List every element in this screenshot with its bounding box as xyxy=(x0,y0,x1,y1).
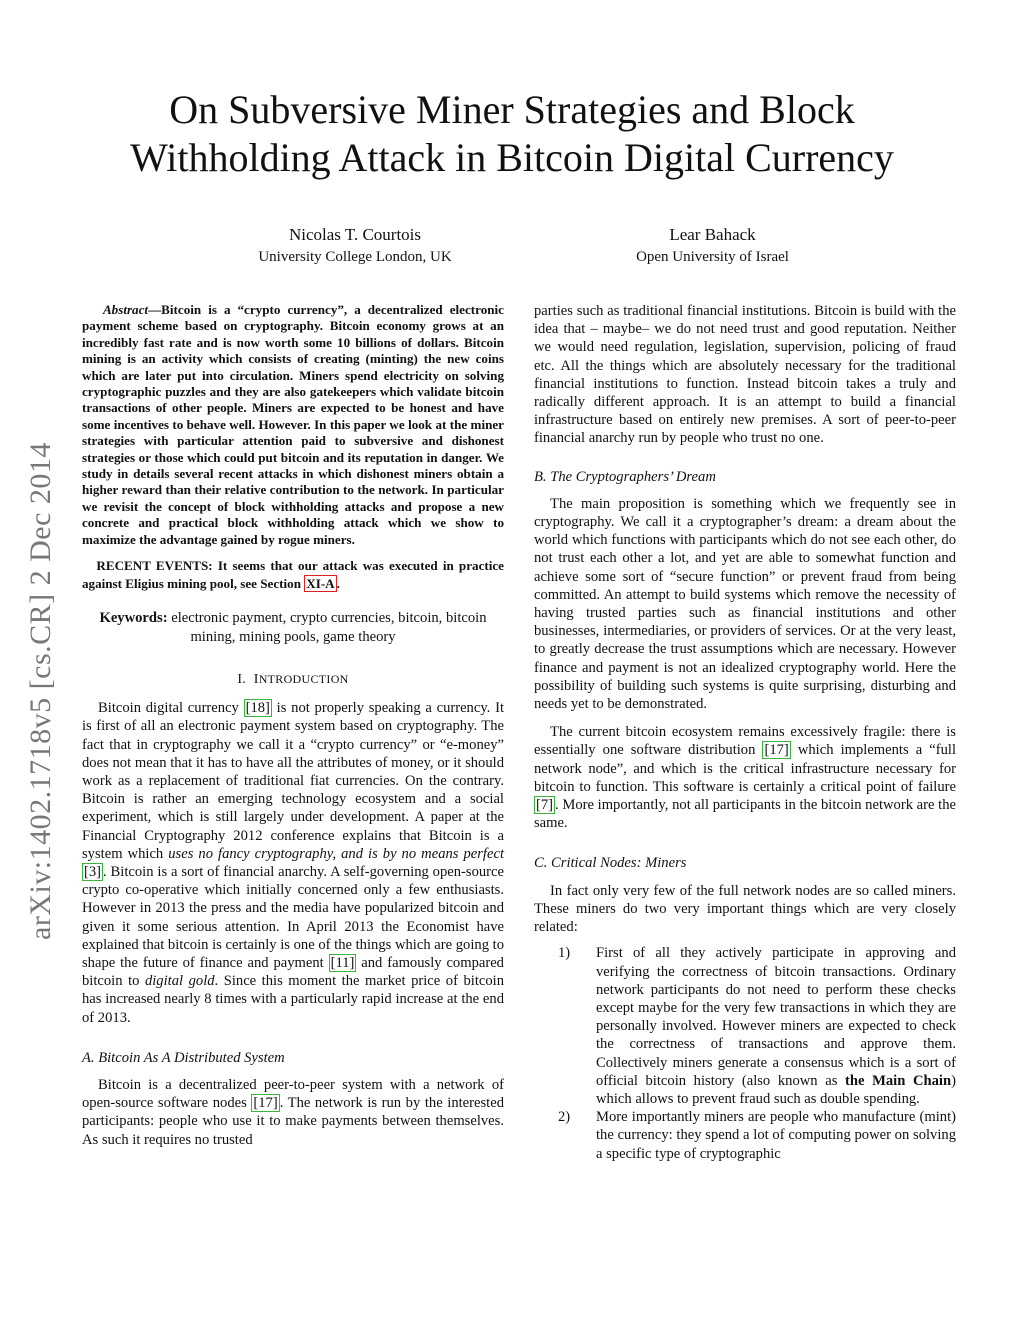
abstract xyxy=(82,302,504,593)
subsection-c-paragraph: In fact only very few of the full network nodes are so called miners. These miners do two very important things which are very closely related: xyxy=(534,882,956,936)
list-item-text: First of all they actively participate in approving and verifying the correctness of bitcoin transactions. Ordinary network participants do not need to perform these checks except maybe for the very few transactions in which they are personally involved. However miners are expected to check the correctness of transactions and approve them. Collectively miners generate a consensus which is a sort of official bitcoin history (also known as xyxy=(596,945,956,1089)
subsection-heading-a: A. Bitcoin As A Distributed System xyxy=(82,1049,285,1066)
list-item xyxy=(534,944,956,1108)
author-block-1 xyxy=(220,224,490,268)
subsection-heading-c: C. Critical Nodes: Miners xyxy=(534,855,687,872)
subsection-b-text-b: which implements a “full network node”, and which is the critical infrastructure necessary for bitcoin to function. This software is certainly a critical point of failure xyxy=(534,742,956,795)
list-item-number: 1) xyxy=(558,945,571,962)
citation-3[interactable]: [3] xyxy=(84,863,102,880)
citation-18[interactable]: [18] xyxy=(245,700,270,717)
section-number: I. xyxy=(237,671,247,687)
subsection-b-paragraph-2 xyxy=(534,723,956,832)
subsection-b-text-c: . More importantly, not all participants in the bitcoin network are the same. xyxy=(534,797,956,832)
list-item-text: More importantly miners are people who manufacture (mint) the currency: they spend a lot of computing power on solving a specific type of cryptographic xyxy=(596,1109,956,1162)
subsection-heading-b: B. The Cryptographers’ Dream xyxy=(534,468,716,485)
citation-11[interactable]: [11] xyxy=(330,954,355,971)
intro-text-b: is not properly speaking a currency. It is first of all an electronic payment system based on cryptography. The fact that in cryptography we call it a “crypto currency” or “e-money” does not mean that it has to have all the attributes of money, or it should work as a replacement of traditional fiat currencies. On the contrary. Bitcoin is rather an emerging technology ecosystem and a social experiment, which is still largely under development. A paper at the Financial Cryptography 2012 conference explains that Bitcoin is a system which xyxy=(82,700,504,862)
intro-emphasis-2: digital gold xyxy=(144,973,215,990)
subsection-a-text-a: Bitcoin is a decentralized peer-to-peer system with a network of open-source software nodes xyxy=(82,1076,504,1112)
subsection-a-text-b: . The network is run by the interested participants: people who use it to make payments between themselves. As such it requires no trusted xyxy=(82,1095,504,1148)
author-name: Nicolas T. Courtois xyxy=(288,225,422,244)
abstract-text: —Bitcoin is a “crypto currency”, a decentralized electronic payment scheme based on cryptography. Bitcoin economy grows at an incredibly fast rate and is now worth some 10 billions of dollars. Bitcoin mining is an activity which consists of creating (minting) the new coins which are later put into circulation. Miners spend electricity on solving cryptographic puzzles and they are also gatekeepers which validate bitcoin transactions of other people. Miners are expected to be honest and have some incentives to behave well. However. In this paper we look at the miner strategies with particular attention paid to subversive and dishonest strategies or those which could put bitcoin and its reputation in danger. We study in details several recent attacks in which dishonest miners obtain a higher reward than their relative contribution to the network. In particular we revisit the concept of block withholding attacks and propose a new concrete and practical block withholding attack which we show to maximize the advantage gained by rogue miners. xyxy=(82,302,504,547)
section-title-first: I xyxy=(253,671,259,687)
arxiv-identifier: arXiv:1402.1718v5 [cs.CR] 2 Dec 2014 xyxy=(24,442,57,940)
subsection-b-text-a: The current bitcoin ecosystem remains excessively fragile: there is essentially one software distribution xyxy=(534,724,956,759)
list-item xyxy=(534,1108,956,1163)
intro-text-e: and famously compared bitcoin to xyxy=(82,954,504,990)
author-affiliation: University College London, UK xyxy=(258,249,452,265)
left-column xyxy=(82,302,504,1149)
miner-duties-list xyxy=(534,944,956,1162)
abstract-lead: Abstract xyxy=(102,302,149,317)
intro-paragraph xyxy=(82,699,504,1027)
intro-text-d: . Bitcoin is a sort of financial anarchy. A self-governing open-source crypto co-operative which initially concerned only a few enthusiasts. However in 2013 the press and the media have popularized bitcoin and given it some serious attention. In April 2013 the Economist have explained that bitcoin is certainly is one of the things which are going to shape the future of finance and payment xyxy=(82,863,504,971)
citation-17[interactable]: [17] xyxy=(253,1095,278,1112)
citation-7[interactable]: [7] xyxy=(536,797,554,814)
keywords-label: Keywords: xyxy=(99,610,168,627)
intro-emphasis: uses no fancy cryptography, and is by no means perfect xyxy=(168,845,504,862)
intro-text-a: Bitcoin digital currency xyxy=(98,700,244,717)
citation-17[interactable]: [17] xyxy=(764,742,789,759)
keywords-text: electronic payment, crypto currencies, bitcoin, bitcoin mining, mining pools, game theory xyxy=(171,610,487,645)
subsection-a-continuation: parties such as traditional financial institutions. Bitcoin is build with the idea that – maybe– we do not need trust and good reputation. Neither we would need regulation, legislation, supervision, policing of fraud etc. All the things which are absolutely necessary for the traditional financial institutions to function. Instead bitcoin takes a truly and radically different approach. It is an attempt to build a financial infrastructure based on entirely new premises. A sort of peer-to-peer financial anarchy run by people who trust no one. xyxy=(534,303,956,447)
author-affiliation: Open University of Israel xyxy=(636,249,789,265)
right-column xyxy=(534,302,956,1163)
section-title-rest: NTRODUCTION xyxy=(258,671,349,686)
list-item-number: 2) xyxy=(558,1109,571,1126)
intro-text-f: . Since this moment the market price of bitcoin has increased nearly 8 times with a particularly rapid increase at the end of 2013. xyxy=(82,973,505,1026)
recent-events-text: RECENT EVENTS: It seems that our attack was executed in practice against Eligius mining pool, see Section xyxy=(82,558,504,592)
section-link-xi-a[interactable]: XI-A xyxy=(306,576,335,592)
subsection-b-paragraph-1: The main proposition is something which we frequently see in cryptography. We call it a cryptographer’s dream: a dream about the world which functions with participants which do not see each other, do not trust each other a lot, and yet are able to somewhat function and achieve some sort of “secure function” or prevent fraud from being committed. An attempt to build systems which remove the necessity of having trusted parties such as financial institutions and other businesses, intermediaries, or providers of services. Or at the very least, to greatly decrease the trust assumptions which are necessary. However finance and payment is not an idealized cryptography world. Here the possibility of building such systems is quite surprising, disturbing and needs yet to be demonstrated. xyxy=(534,495,956,713)
recent-events xyxy=(82,557,504,593)
keywords xyxy=(82,609,504,646)
subsection-a-paragraph xyxy=(82,1076,504,1149)
list-item-text-end: ) which allows to prevent fraud such as double spending. xyxy=(596,1072,956,1107)
title-line-2: Withholding Attack in Bitcoin Digital Currency xyxy=(130,135,894,180)
title-line-1: On Subversive Miner Strategies and Block xyxy=(169,87,855,132)
recent-events-end: . xyxy=(336,576,340,592)
paper-title xyxy=(0,86,1024,182)
author-name: Lear Bahack xyxy=(669,225,756,244)
list-item-bold: the Main Chain xyxy=(845,1072,952,1089)
section-heading-introduction xyxy=(82,670,504,689)
author-block-2 xyxy=(585,224,840,268)
